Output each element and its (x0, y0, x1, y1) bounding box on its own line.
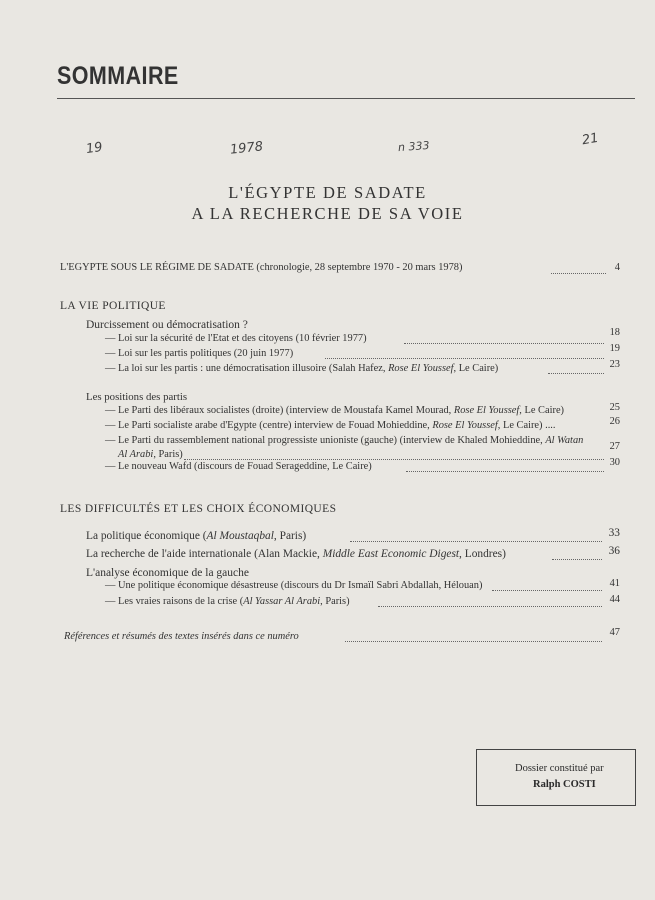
page-number: 4 (614, 262, 620, 273)
leader-dots (548, 373, 604, 374)
page-number: 27 (609, 441, 620, 452)
section-heading: SOMMAIRE (57, 62, 179, 90)
toc-entry[interactable] (0, 402, 620, 421)
toc-entry[interactable] (0, 359, 620, 379)
entry-text: — Le Parti socialiste arabe d'Egypte (centre) interview de Fouad Mohieddine, Rose El Youssef, Le Caire) .... (105, 420, 556, 431)
document-title: L'ÉGYPTE DE SADATE (228, 183, 427, 202)
page-number: 30 (609, 457, 620, 468)
leader-dots (492, 590, 602, 591)
toc-entry[interactable] (0, 343, 620, 364)
leader-dots (184, 459, 604, 460)
handwritten-note: 19 (85, 139, 104, 158)
page-number: 25 (609, 402, 620, 413)
page-number: 47 (609, 627, 620, 638)
entry-text-continued: Al Arabi, Paris) (118, 449, 183, 460)
leader-dots (404, 343, 604, 344)
toc-entry[interactable] (0, 596, 620, 612)
entry-text: — Une politique économique désastreuse (discours du Dr Ismaïl Sabri Abdallah, Hélouan) (105, 580, 483, 591)
handwritten-note: 21 (580, 130, 600, 149)
dossier-author: Ralph COSTI (533, 779, 596, 790)
page-number: 23 (609, 359, 620, 370)
subsection-title: Durcissement ou démocratisation ? (86, 319, 248, 331)
leader-dots (345, 641, 602, 642)
toc-entry[interactable] (0, 327, 620, 349)
toc-entry[interactable] (0, 527, 620, 546)
heading-rule (57, 98, 635, 99)
entry-text: L'EGYPTE SOUS LE RÉGIME DE SADATE (chronologie, 28 septembre 1970 - 20 mars 1978) (60, 262, 463, 273)
section-title: LA VIE POLITIQUE (60, 300, 166, 312)
page-number: 19 (609, 343, 620, 354)
handwritten-note: n 333 (397, 138, 430, 155)
handwritten-note: 1978 (229, 139, 264, 158)
toc-entry[interactable] (0, 416, 620, 436)
entry-text: — Les vraies raisons de la crise (Al Yassar Al Arabi, Paris) (105, 596, 350, 607)
entry-text: — Le Parti des libéraux socialistes (droite) (interview de Moustafa Kamel Mourad, Rose El Youssef, Le Caire) (105, 405, 565, 416)
entry-text: — Loi sur les partis politiques (20 juin 1977) (105, 348, 294, 359)
toc-entry[interactable] (0, 457, 620, 477)
page-number: 18 (609, 327, 620, 338)
entry-text: — La loi sur les partis : une démocratisation illusoire (Salah Hafez, Rose El Youssef, Le Caire) (105, 363, 499, 374)
toc-entry[interactable] (0, 545, 620, 564)
leader-dots (350, 541, 602, 542)
toc-entry[interactable] (0, 262, 620, 278)
entry-text: La politique économique (Al Moustaqbal, Paris) (86, 530, 307, 542)
entry-text: — Le Parti du rassemblement national progressiste unioniste (gauche) (interview de Khaled Mohieddine, Al Watan (105, 435, 584, 446)
subsection-title: L'analyse économique de la gauche (86, 567, 249, 579)
toc-entry[interactable] (0, 580, 620, 596)
entry-text: — Loi sur la sécurité de l'Etat et des citoyens (10 février 1977) (105, 333, 367, 344)
leader-dots (406, 471, 604, 472)
subsection-title: Les positions des partis (86, 391, 188, 403)
page-number: 41 (609, 578, 620, 589)
page-number: 44 (609, 594, 620, 605)
entry-text: Références et résumés des textes insérés dans ce numéro (64, 631, 299, 642)
dossier-credit-box (476, 749, 636, 806)
dossier-label: Dossier constitué par (515, 763, 604, 774)
entry-text: — Le nouveau Wafd (discours de Fouad Serageddine, Le Caire) (105, 461, 372, 472)
leader-dots (552, 559, 602, 560)
page-number: 36 (608, 545, 620, 557)
leader-dots (551, 273, 606, 274)
entry-text: La recherche de l'aide internationale (Alan Mackie, Middle East Economic Digest, Londres) (86, 548, 506, 560)
page-number: 26 (609, 416, 620, 427)
leader-dots (378, 606, 602, 607)
leader-dots (325, 358, 604, 359)
section-title: LES DIFFICULTÉS ET LES CHOIX ÉCONOMIQUES (60, 503, 337, 515)
document-subtitle: A LA RECHERCHE DE SA VOIE (191, 204, 464, 223)
page-number: 33 (608, 527, 620, 539)
toc-entry[interactable] (0, 627, 620, 647)
